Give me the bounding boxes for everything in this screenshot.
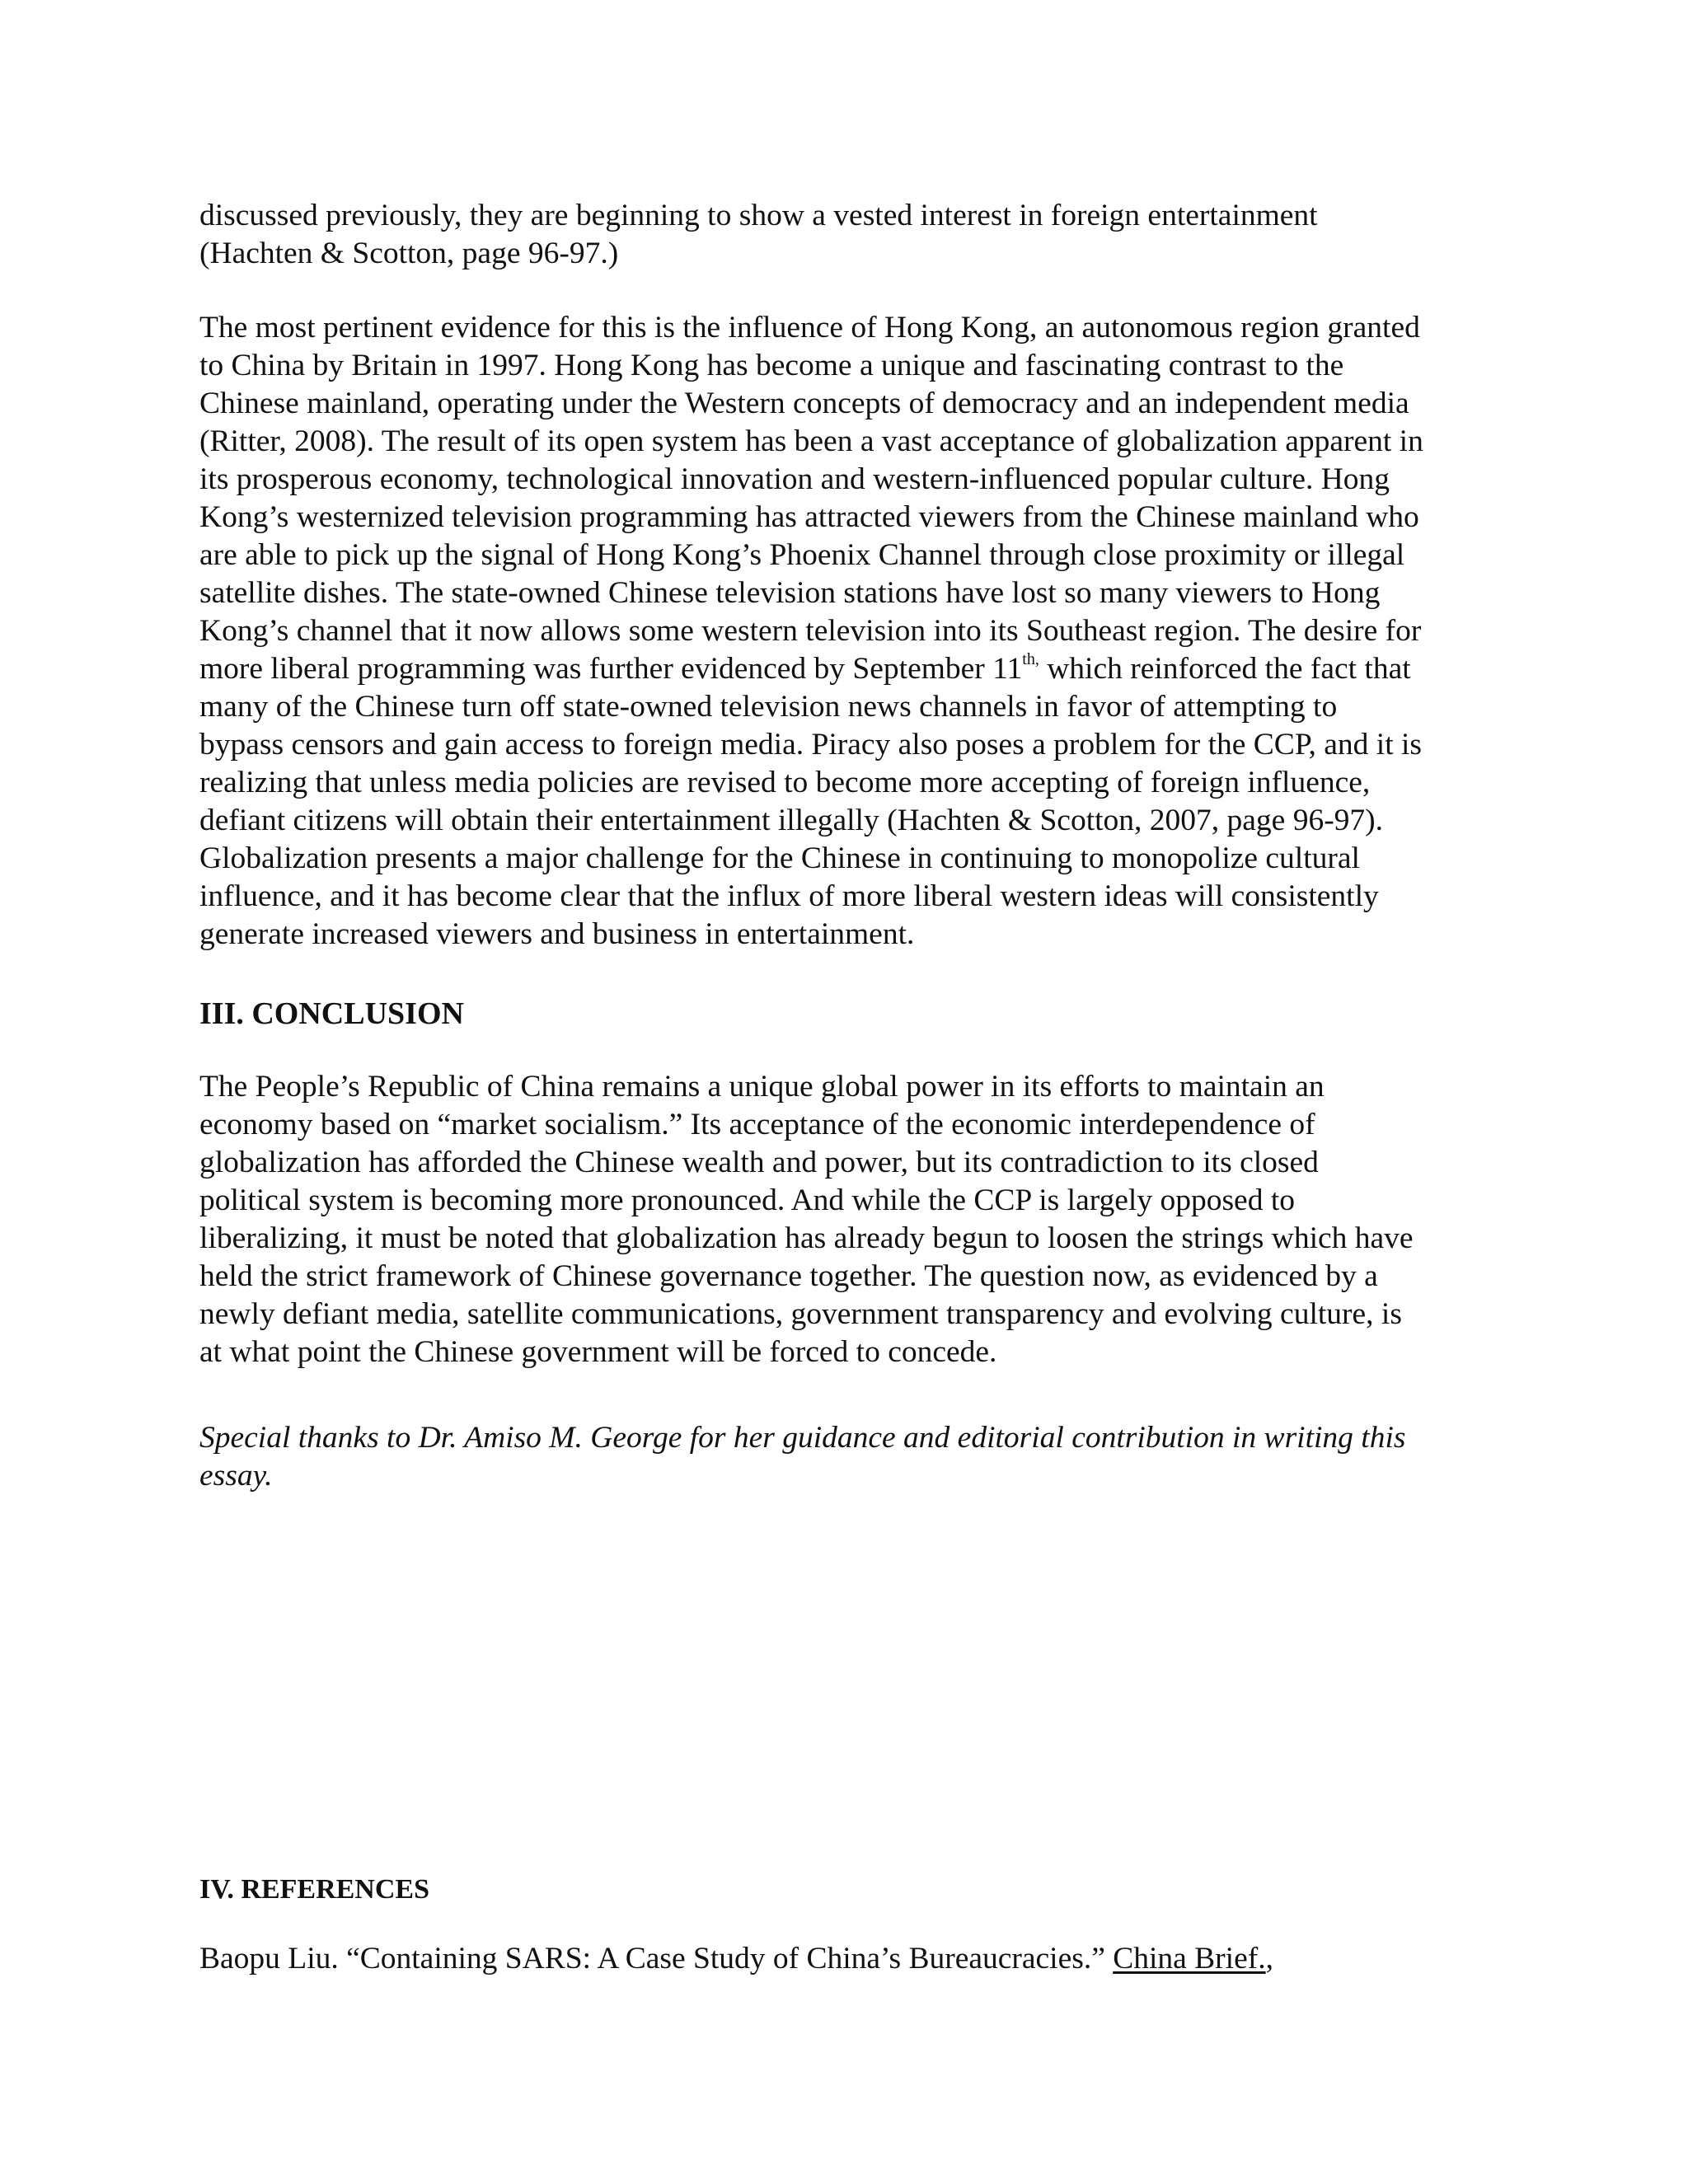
reference-text: Baopu Liu. “Containing SARS: A Case Study of China’s Bureaucracies.” — [199, 1942, 1114, 1975]
text-line: Special thanks to Dr. Amiso M. George for her guidance and editorial contribution in writing this — [199, 1421, 1406, 1455]
text-line: The People’s Republic of China remains a unique global power in its efforts to maintain an — [199, 1070, 1325, 1104]
hong-kong-paragraph — [199, 309, 1502, 954]
text-line: to China by Britain in 1997. Hong Kong has become a unique and fascinating contrast to the — [199, 349, 1344, 382]
text-segment: more liberal programming was further evidenced by September 11 — [199, 652, 1023, 686]
text-line: are able to pick up the signal of Hong Kong’s Phoenix Channel through close proximity or illegal — [199, 538, 1405, 572]
text-line: political system is becoming more pronounced. And while the CCP is largely opposed to — [199, 1183, 1295, 1217]
text-line: bypass censors and gain access to foreign media. Piracy also poses a problem for the CCP, and it is — [199, 728, 1423, 762]
text-line: globalization has afforded the Chinese wealth and power, but its contradiction to its closed — [199, 1146, 1319, 1179]
text-line: discussed previously, they are beginning to show a vested interest in foreign entertainment — [199, 199, 1318, 232]
acknowledgement-paragraph — [199, 1419, 1502, 1495]
reference-trail: , — [1265, 1942, 1273, 1975]
text-line: (Hachten & Scotton, page 96-97.) — [199, 237, 619, 270]
reference-entry — [199, 1940, 1273, 1978]
conclusion-heading: III. CONCLUSION — [199, 996, 464, 1031]
text-line: Globalization presents a major challenge for the Chinese in continuing to monopolize cultural — [199, 841, 1360, 875]
text-line: Kong’s channel that it now allows some western television into its Southeast region. The desire for — [199, 614, 1422, 648]
text-line: Chinese mainland, operating under the Western concepts of democracy and an independent media — [199, 387, 1409, 420]
text-line: realizing that unless media policies are revised to become more accepting of foreign influence, — [199, 766, 1371, 799]
text-line: essay. — [199, 1459, 273, 1493]
text-line: (Ritter, 2008). The result of its open system has been a vast acceptance of globalization apparent in — [199, 424, 1423, 458]
text-line: its prosperous economy, technological innovation and western-influenced popular culture. Hong — [199, 462, 1390, 496]
text-line: Kong’s westernized television programming has attracted viewers from the Chinese mainland who — [199, 500, 1419, 534]
ordinal-superscript: th, — [1022, 649, 1039, 668]
continuation-paragraph — [199, 197, 1502, 273]
conclusion-paragraph — [199, 1068, 1502, 1371]
text-line: The most pertinent evidence for this is the influence of Hong Kong, an autonomous region granted — [199, 311, 1420, 344]
text-line: at what point the Chinese government will be forced to concede. — [199, 1335, 997, 1369]
text-line-september — [199, 650, 1502, 688]
reference-source-link[interactable]: China Brief. — [1113, 1942, 1266, 1975]
text-line: many of the Chinese turn off state-owned television news channels in favor of attempting to — [199, 690, 1338, 724]
text-line: satellite dishes. The state-owned Chinese television stations have lost so many viewers to Hong — [199, 576, 1381, 610]
text-line: defiant citizens will obtain their entertainment illegally (Hachten & Scotton, 2007, page 96-97). — [199, 804, 1384, 837]
text-line: influence, and it has become clear that the influx of more liberal western ideas will consistently — [199, 879, 1379, 913]
references-heading: IV. REFERENCES — [199, 1874, 430, 1905]
text-segment: which reinforced the fact that — [1039, 652, 1411, 686]
text-line: liberalizing, it must be noted that globalization has already begun to loosen the strings which have — [199, 1221, 1414, 1255]
text-line: newly defiant media, satellite communications, government transparency and evolving culture, is — [199, 1297, 1402, 1331]
text-line: economy based on “market socialism.” Its acceptance of the economic interdependence of — [199, 1108, 1315, 1141]
text-line: held the strict framework of Chinese governance together. The question now, as evidenced by a — [199, 1259, 1378, 1293]
text-line: generate increased viewers and business in entertainment. — [199, 917, 915, 951]
